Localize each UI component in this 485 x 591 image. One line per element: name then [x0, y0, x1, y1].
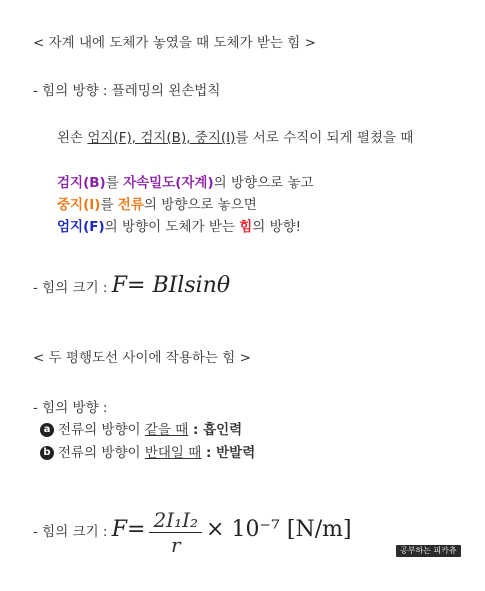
hand-line-prefix: 왼손	[57, 130, 88, 146]
formula-rhs: × 10⁻⁷ [N/m]	[206, 517, 352, 542]
section1-title: < 자계 내에 도체가 놓였을 때 도체가 받는 힘 >	[33, 35, 316, 51]
rule2-suffix: 의 방향으로 놓으면	[143, 197, 257, 213]
case-opposite-direction	[40, 444, 255, 462]
case-a-marker: a	[40, 423, 54, 437]
fraction-numerator: 2I₁I₂	[149, 508, 202, 533]
rule-thumb	[57, 218, 301, 236]
left-hand-rule-line	[57, 129, 413, 147]
rule2-connector: 를	[100, 197, 118, 213]
parallel-force-row	[33, 502, 352, 560]
watermark-badge: 공부하는 피카츄	[396, 545, 461, 557]
formula-lhs: F=	[111, 517, 146, 542]
force-direction-label: - 힘의 방향 : 플레밍의 왼손법칙	[33, 83, 221, 99]
rule-index-finger	[57, 174, 314, 192]
hand-line-fingers: 엄지(F), 검지(B), 중지(I)	[87, 130, 236, 146]
section2-title: < 두 평행도선 사이에 작용하는 힘 >	[33, 350, 251, 366]
rule3-middle: 의 방향이 도체가 받는	[104, 219, 240, 235]
case-a-text: 전류의 방향이	[58, 422, 145, 438]
rule1-connector: 를	[105, 175, 124, 191]
rule1-suffix: 의 방향으로 놓고	[213, 175, 314, 191]
case-b-marker: b	[40, 446, 54, 460]
force-magnitude-label: - 힘의 크기 :	[33, 280, 112, 296]
hand-line-suffix: 를 서로 수직이 되게 펼쳤을 때	[235, 130, 414, 146]
case-b-condition: 반대일 때	[144, 445, 202, 461]
flux-density-term: 자속밀도(자계)	[123, 175, 214, 191]
index-finger-term: 검지(B)	[57, 175, 106, 191]
force-magnitude-row	[33, 272, 230, 302]
case-a-condition: 같을 때	[144, 422, 189, 438]
formula-fraction	[149, 508, 202, 557]
case-b-text: 전류의 방향이	[58, 445, 145, 461]
parallel-magnitude-label: - 힘의 크기 :	[33, 524, 112, 540]
thumb-term: 엄지(F)	[57, 219, 105, 235]
rule3-suffix: 의 방향!	[252, 219, 302, 235]
fraction-denominator: r	[170, 532, 181, 557]
force-term: 힘	[239, 219, 253, 235]
rule-middle-finger	[57, 196, 257, 214]
case-same-direction	[40, 421, 242, 439]
current-term: 전류	[117, 197, 144, 213]
case-b-result: : 반발력	[201, 445, 256, 461]
force-formula: F= BIlsinθ	[111, 273, 231, 298]
case-a-result: : 흡인력	[188, 422, 243, 438]
middle-finger-term: 중지(I)	[57, 197, 101, 213]
parallel-direction-label: - 힘의 방향 :	[33, 400, 108, 416]
